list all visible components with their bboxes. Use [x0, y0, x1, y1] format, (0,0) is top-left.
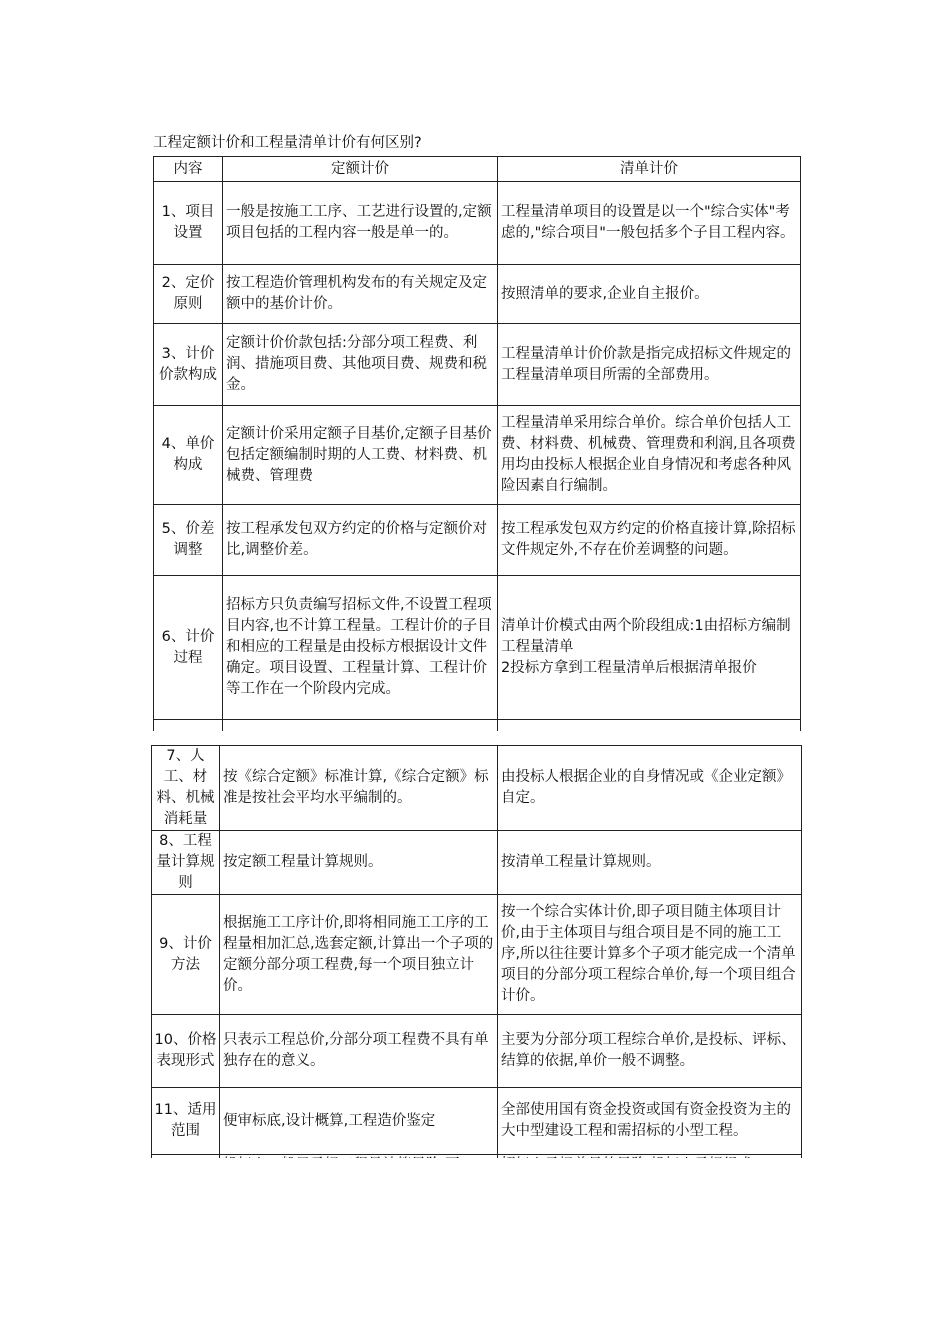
row-item: 1、项目设置	[154, 182, 223, 265]
row-item: 6、计价过程	[154, 576, 223, 720]
row-quota: 根据施工工序计价,即将相同施工工序的工程量相加汇总,选套定额,计算出一个子项的定额分部分项工程费,每一个项目独立计价。	[220, 895, 498, 1015]
row-item: 5、价差调整	[154, 505, 223, 576]
row-bill: 工程量清单采用综合单价。综合单价包括人工费、材料费、机械费、管理费和利润,且各项费用均由投标人根据企业自身情况和考虑各种风险因素自行编制。	[498, 406, 801, 505]
row-item: 9、计价方法	[152, 895, 220, 1015]
row-quota: 定额计价采用定额子目基价,定额子目基价包括定额编制时期的人工费、材料费、机械费、管理费	[223, 406, 498, 505]
row-item: 8、工程量计算规则	[152, 831, 220, 895]
row-quota: 按工程造价管理机构发布的有关规定及定额中的基价计价。	[223, 265, 498, 324]
row-quota: 便审标底,设计概算,工程造价鉴定	[220, 1088, 498, 1155]
comparison-table-part-1	[153, 156, 801, 732]
table-row	[152, 895, 802, 1015]
row-bill: 工程量清单项目的设置是以一个"综合实体"考虑的,"综合项目"一般包括多个子目工程内容。	[498, 182, 801, 265]
row-bill: 按一个综合实体计价,即子项目随主体项目计价,由于主体项目与组合项目是不同的施工工序,所以往往要计算多个子项才能完成一个清单项目的分部分项工程综合单价,每一个项目组合计价。	[498, 895, 802, 1015]
row-bill: 按清单工程量计算规则。	[498, 831, 802, 895]
row-quota: 一般是按施工工序、工艺进行设置的,定额项目包括的工程内容一般是单一的。	[223, 182, 498, 265]
page-break-gap	[140, 731, 820, 745]
page-title: 工程定额计价和工程量清单计价有何区别?	[153, 135, 422, 151]
table-row	[154, 182, 801, 265]
row-quota: 只表示工程总价,分部分项工程费不具有单独存在的意义。	[220, 1015, 498, 1088]
header-item: 内容	[154, 157, 223, 182]
row-bill: 工程量清单计价价款是指完成招标文件规定的工程量清单项目所需的全部费用。	[498, 324, 801, 406]
row-item: 7、人工、材料、机械消耗量	[152, 746, 220, 831]
row-item: 4、单价构成	[154, 406, 223, 505]
row-bill: 由投标人根据企业的自身情况或《企业定额》自定。	[498, 746, 802, 831]
row-quota: 招标方只负责编写招标文件,不设置工程项目内容,也不计算工程量。工程计价的子目和相应的工程量是由投标方根据设计文件确定。项目设置、工程量计算、工程计价等工作在一个阶段内完成。	[223, 576, 498, 720]
table-row	[154, 265, 801, 324]
row-item: 2、定价原则	[154, 265, 223, 324]
row-bill: 清单计价模式由两个阶段组成:1由招标方编制工程量清单 2投标方拿到工程量清单后根据清单报价	[498, 576, 801, 720]
header-quota: 定额计价	[223, 157, 498, 182]
table-row	[154, 406, 801, 505]
table-row	[154, 505, 801, 576]
row-bill: 全部使用国有资金投资或国有资金投资为主的大中型建设工程和需招标的小型工程。	[498, 1088, 802, 1155]
row-bill: 按工程承发包双方约定的价格直接计算,除招标文件规定外,不存在价差调整的问题。	[498, 505, 801, 576]
row-bill: 主要为分部分项工程综合单价,是投标、评标、结算的依据,单价一般不调整。	[498, 1015, 802, 1088]
table-header-row	[154, 157, 801, 182]
table-row	[152, 746, 802, 831]
page-cut-bottom	[140, 1158, 820, 1198]
row-quota: 定额计价价款包括:分部分项工程费、利润、措施项目费、其他项目费、规费和税金。	[223, 324, 498, 406]
row-bill: 按照清单的要求,企业自主报价。	[498, 265, 801, 324]
row-item: 3、计价价款构成	[154, 324, 223, 406]
row-quota: 按定额工程量计算规则。	[220, 831, 498, 895]
table-row-cut	[154, 720, 801, 732]
header-bill: 清单计价	[498, 157, 801, 182]
table-row	[152, 831, 802, 895]
table-row	[152, 1015, 802, 1088]
row-quota: 按工程承发包双方约定的价格与定额价对比,调整价差。	[223, 505, 498, 576]
row-item: 11、适用范围	[152, 1088, 220, 1155]
table-row	[152, 1088, 802, 1155]
row-quota: 按《综合定额》标准计算,《综合定额》标准是按社会平均水平编制的。	[220, 746, 498, 831]
comparison-table-part-2	[151, 745, 802, 1185]
row-item: 10、价格表现形式	[152, 1015, 220, 1088]
table-row	[154, 324, 801, 406]
table-row	[154, 576, 801, 720]
